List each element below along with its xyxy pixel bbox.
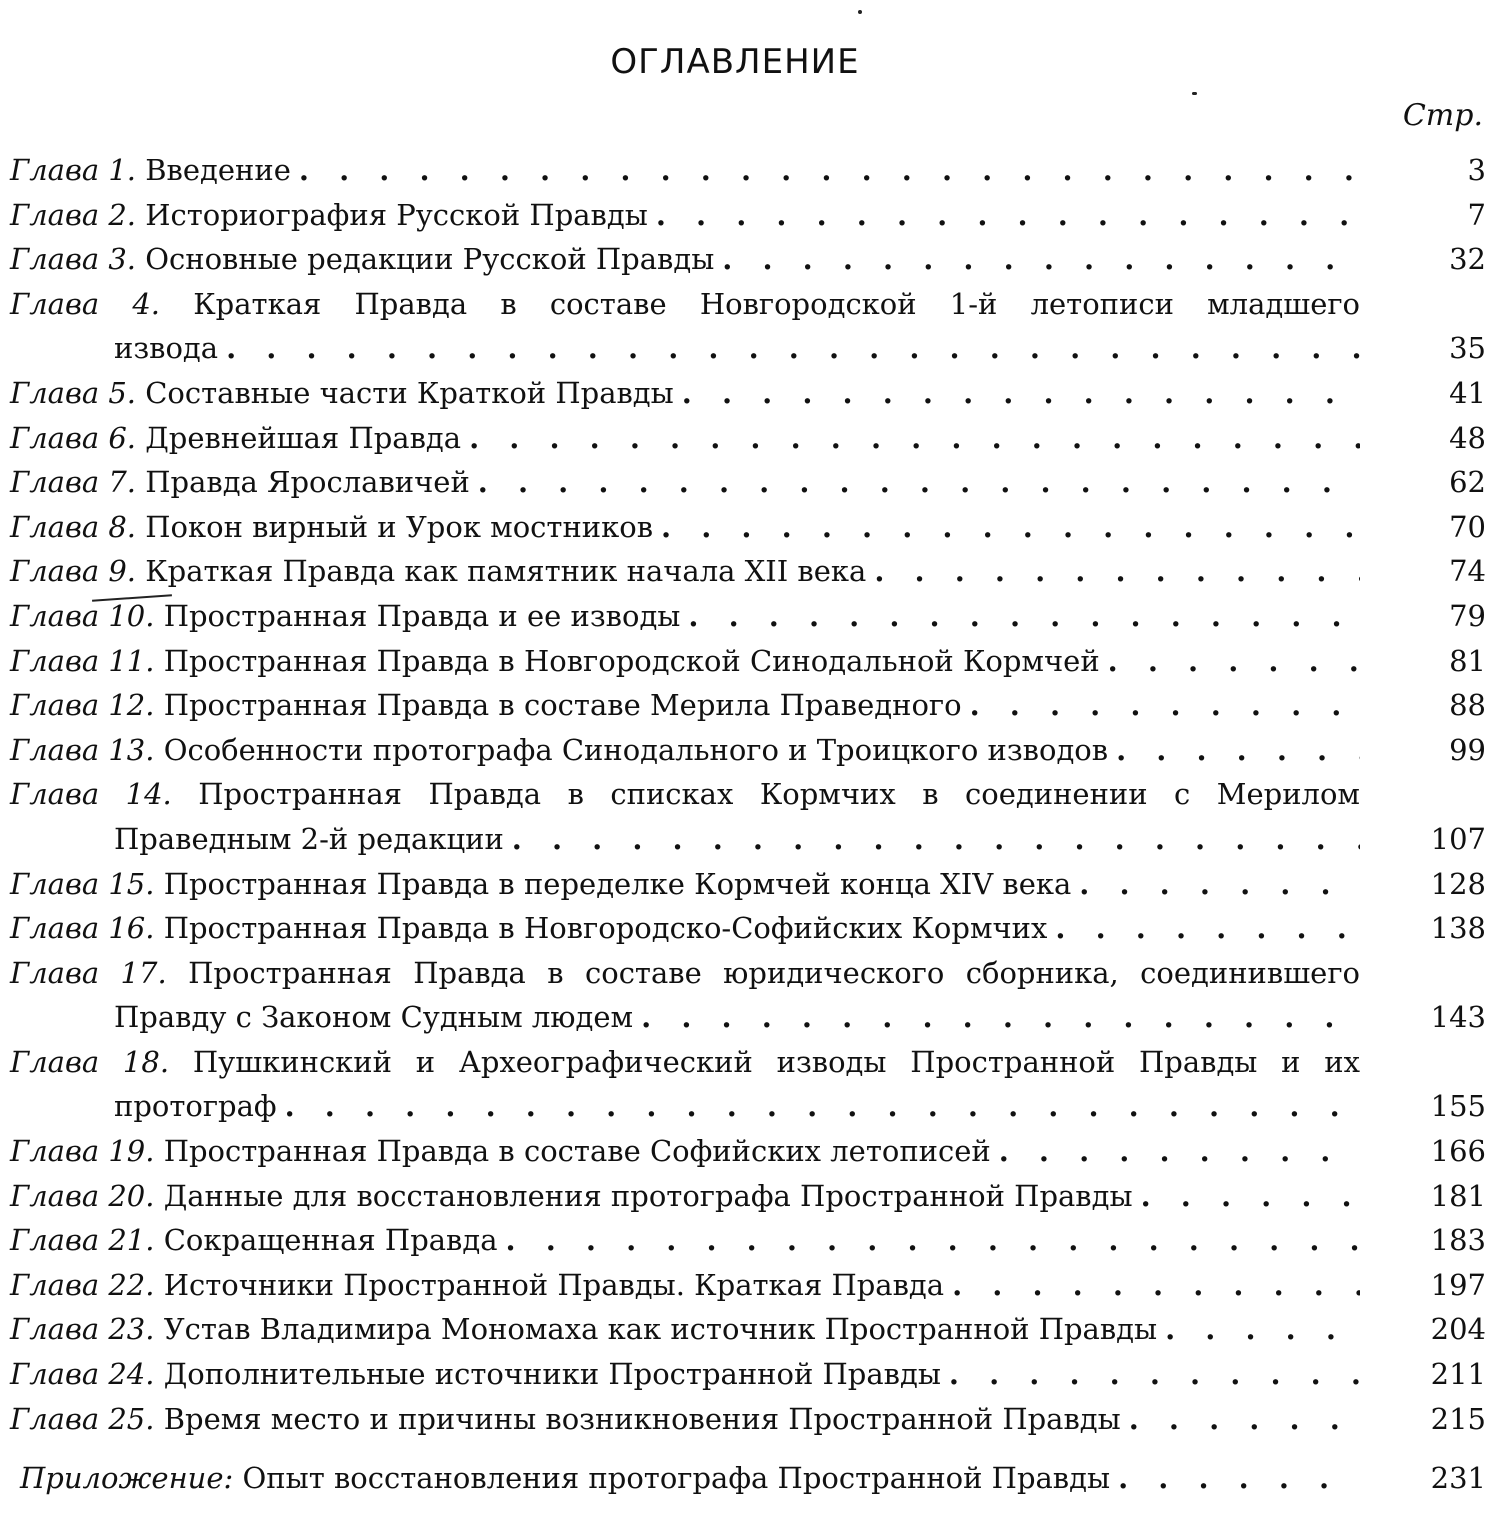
page-number: 204 [1430, 1312, 1486, 1347]
page-number: 3 [1467, 153, 1486, 187]
chapter-label: Глава 3. [10, 242, 137, 277]
toc-entry-chapter-22[interactable] [10, 1263, 1490, 1308]
toc-entry-chapter-13[interactable] [10, 728, 1490, 773]
chapter-title: Введение [145, 153, 291, 187]
chapter-title: Составные части Краткой Правды [145, 375, 674, 410]
page-number: 143 [1430, 1000, 1486, 1035]
dot-leader [688, 594, 1360, 639]
dot-leader [478, 460, 1360, 505]
dot-leader [1118, 1456, 1360, 1500]
chapter-title-line1: Пространная Правда в составе юридического сборника, соединившего [188, 955, 1360, 990]
page-number: 215 [1430, 1401, 1486, 1436]
chapter-label: Глава 7. [10, 465, 137, 500]
chapter-label: Глава 25. [10, 1401, 155, 1436]
chapter-title: Основные редакции Русской Правды [145, 242, 715, 277]
chapter-label: Глава 8. [10, 509, 137, 544]
chapter-label: Глава 20. [10, 1178, 155, 1213]
chapter-title: Время место и причины возникновения Пространной Правды [163, 1401, 1121, 1436]
toc-entry-chapter-9[interactable] [10, 549, 1490, 594]
chapter-title: Особенности протографа Синодального и Троицкого изводов [163, 732, 1109, 767]
page-number: 183 [1430, 1223, 1486, 1258]
page-number: 99 [1449, 732, 1486, 767]
toc-entry-chapter-19[interactable] [10, 1129, 1490, 1174]
page-number: 138 [1430, 911, 1486, 946]
chapter-label: Глава 12. [10, 688, 155, 723]
toc-entry-chapter-21[interactable] [10, 1218, 1490, 1263]
chapter-title: Сокращенная Правда [163, 1223, 498, 1258]
ink-speck [1192, 92, 1197, 95]
page-number: 166 [1430, 1134, 1486, 1169]
dot-leader [1055, 906, 1360, 951]
toc-entry-chapter-8[interactable] [10, 505, 1490, 550]
chapter-title-line2: Правду с Законом Судным людем [114, 1000, 634, 1035]
chapter-title-line2: извода [114, 331, 219, 366]
dot-leader [656, 193, 1360, 238]
chapter-title-line1: Пространная Правда в списках Кормчих в соединении с Мерилом [198, 777, 1360, 812]
page-number: 155 [1430, 1089, 1486, 1124]
dot-leader [506, 1218, 1360, 1263]
toc-entry-chapter-10[interactable] [10, 594, 1490, 639]
chapter-label: Глава 13. [10, 732, 155, 767]
chapter-label: Глава 21. [10, 1223, 155, 1258]
chapter-label: Глава 2. [10, 197, 137, 232]
dot-leader [299, 148, 1360, 193]
toc-entry-chapter-5[interactable] [10, 371, 1490, 416]
page-number: 62 [1449, 465, 1486, 500]
toc-entry-chapter-11[interactable] [10, 639, 1490, 684]
page-number: 231 [1430, 1461, 1486, 1495]
chapter-title: Устав Владимира Мономаха как источник Пространной Правды [163, 1312, 1158, 1347]
chapter-title: Пространная Правда и ее изводы [163, 598, 681, 633]
chapter-title: Пространная Правда в Новгородско-Софийских Кормчих [163, 911, 1048, 946]
chapter-title-line1: Пушкинский и Археографический изводы Пространной Правды и их [192, 1044, 1360, 1079]
chapter-label: Глава 18. [10, 1044, 170, 1079]
toc-entry-chapter-16[interactable] [10, 906, 1490, 951]
appendix-label: Приложение: [20, 1461, 234, 1495]
chapter-label: Глава 16. [10, 911, 155, 946]
chapter-label: Глава 14. [10, 777, 172, 812]
chapter-label: Глава 19. [10, 1134, 155, 1169]
toc-entry-chapter-12[interactable] [10, 683, 1490, 728]
chapter-title: Дополнительные источники Пространной Правды [163, 1357, 941, 1392]
page-number: 70 [1449, 509, 1486, 544]
chapter-title: Источники Пространной Правды. Краткая Правда [163, 1267, 945, 1302]
chapter-title: Пространная Правда в переделке Кормчей конца XIV века [163, 866, 1072, 901]
chapter-label: Глава 9. [10, 554, 137, 589]
page-number: 48 [1449, 420, 1486, 455]
page-number: 211 [1430, 1357, 1486, 1392]
chapter-label: Глава 24. [10, 1357, 155, 1392]
page-number: 88 [1449, 688, 1486, 723]
dot-leader [999, 1129, 1360, 1174]
page-number: 81 [1449, 643, 1486, 678]
toc-entry-chapter-24[interactable] [10, 1352, 1490, 1397]
page-number: 79 [1449, 598, 1486, 633]
dot-leader [682, 371, 1360, 416]
dot-leader [1079, 862, 1360, 907]
dot-leader [1129, 1397, 1360, 1442]
page-number: 181 [1430, 1178, 1486, 1213]
chapter-title: Историография Русской Правды [145, 197, 648, 232]
chapter-title-line2: протограф [114, 1089, 277, 1124]
toc-entry-chapter-23[interactable] [10, 1307, 1490, 1352]
toc-entry-chapter-6[interactable] [10, 416, 1490, 461]
toc-entry-chapter-2[interactable] [10, 193, 1490, 238]
toc-entry-appendix[interactable] [20, 1456, 1490, 1500]
table-of-contents [10, 148, 1490, 1441]
chapter-label: Глава 1. [10, 153, 137, 187]
page-number: 41 [1449, 375, 1486, 410]
dot-leader [1165, 1307, 1360, 1352]
chapter-title: Древнейшая Правда [145, 420, 462, 455]
page-title: ОГЛАВЛЕНИЕ [610, 42, 860, 82]
chapter-title: Краткая Правда как памятник начала XII века [145, 554, 867, 589]
chapter-label: Глава 15. [10, 866, 155, 901]
chapter-title-line1: Краткая Правда в составе Новгородской 1-й летописи младшего [193, 286, 1361, 321]
chapter-label: Глава 5. [10, 375, 137, 410]
dot-leader [874, 549, 1360, 594]
chapter-title: Пространная Правда в Новгородской Синодальной Кормчей [163, 643, 1100, 678]
dot-leader [970, 683, 1360, 728]
toc-entry-chapter-25[interactable] [10, 1397, 1490, 1442]
dot-leader [1141, 1174, 1360, 1219]
toc-entry-chapter-17[interactable] [10, 951, 1490, 1040]
page-number: 35 [1449, 331, 1486, 366]
chapter-title: Пространная Правда в составе Софийских летописей [163, 1134, 991, 1169]
chapter-title-line2: Праведным 2-й редакции [114, 821, 504, 856]
dot-leader [661, 505, 1360, 550]
dot-leader [226, 326, 1360, 371]
dot-leader [952, 1263, 1360, 1308]
appendix-title: Опыт восстановления протографа Пространной Правды [242, 1461, 1111, 1495]
toc-entry-chapter-1[interactable] [10, 148, 1490, 193]
dot-leader [722, 237, 1360, 282]
chapter-label: Глава 17. [10, 955, 167, 990]
toc-entry-chapter-14[interactable] [10, 772, 1490, 861]
chapter-label: Глава 4. [10, 286, 161, 321]
page-number: 32 [1449, 242, 1486, 277]
ink-speck [858, 10, 862, 14]
dot-leader [285, 1084, 1360, 1129]
dot-leader [469, 416, 1360, 461]
chapter-label: Глава 23. [10, 1312, 155, 1347]
page-number: 107 [1430, 821, 1486, 856]
dot-leader [949, 1352, 1360, 1397]
chapter-title: Правда Ярославичей [145, 465, 470, 500]
toc-entry-chapter-7[interactable] [10, 460, 1490, 505]
chapter-title: Пространная Правда в составе Мерила Праведного [163, 688, 962, 723]
page-column-label: Стр. [1402, 98, 1483, 133]
chapter-label: Глава 11. [10, 643, 155, 678]
toc-entry-chapter-18[interactable] [10, 1040, 1490, 1129]
dot-leader [1108, 639, 1360, 684]
chapter-label: Глава 6. [10, 420, 137, 455]
page-number: 7 [1467, 197, 1486, 232]
chapter-title: Покон вирный и Урок мостников [145, 509, 654, 544]
page-number: 74 [1449, 554, 1486, 589]
page-number: 128 [1430, 866, 1486, 901]
dot-leader [1116, 728, 1360, 773]
dot-leader [641, 995, 1360, 1040]
dot-leader [512, 817, 1360, 862]
chapter-label: Глава 10. [10, 598, 155, 633]
toc-entry-chapter-3[interactable] [10, 237, 1490, 282]
toc-entry-chapter-20[interactable] [10, 1174, 1490, 1219]
page-number: 197 [1430, 1267, 1486, 1302]
toc-entry-chapter-15[interactable] [10, 862, 1490, 907]
chapter-label: Глава 22. [10, 1267, 155, 1302]
chapter-title: Данные для восстановления протографа Пространной Правды [163, 1178, 1133, 1213]
toc-entry-chapter-4[interactable] [10, 282, 1490, 371]
